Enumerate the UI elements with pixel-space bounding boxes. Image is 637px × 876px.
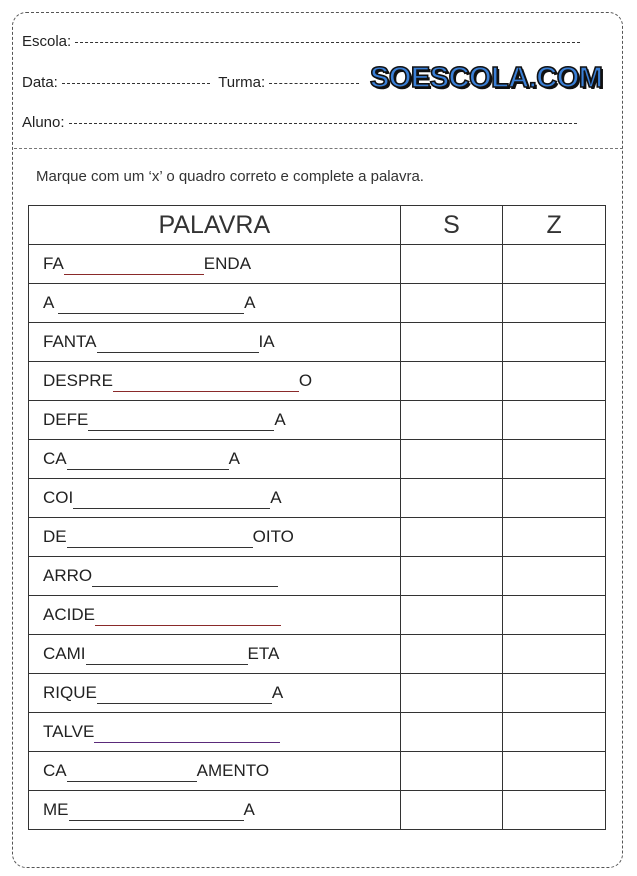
word-cell: [29, 518, 401, 557]
table-row: [29, 284, 606, 323]
table-header-row: [29, 206, 606, 245]
word-blank[interactable]: [94, 722, 280, 743]
table-row: [29, 596, 606, 635]
z-checkbox-cell[interactable]: [503, 245, 606, 284]
word-blank[interactable]: [64, 254, 204, 275]
word-cell: [29, 440, 401, 479]
word-prefix: ME: [43, 799, 69, 819]
word-blank[interactable]: [97, 332, 259, 353]
z-checkbox-cell[interactable]: [503, 752, 606, 791]
word-cell: [29, 752, 401, 791]
z-checkbox-cell[interactable]: [503, 635, 606, 674]
word-blank[interactable]: [67, 449, 229, 470]
aluno-row: [22, 114, 577, 131]
word-prefix: CA: [43, 760, 67, 780]
s-checkbox-cell[interactable]: [400, 245, 503, 284]
word-suffix: A: [243, 799, 255, 819]
word-prefix: ARRO: [43, 565, 93, 585]
turma-label: Turma:: [218, 74, 266, 91]
header-s: S: [400, 206, 503, 245]
word-cell: [29, 674, 401, 713]
word-cell: [29, 713, 401, 752]
word-blank[interactable]: [92, 566, 278, 587]
word-prefix: DESPRE: [43, 370, 113, 390]
escola-row: [22, 33, 580, 50]
s-checkbox-cell[interactable]: [400, 713, 503, 752]
s-checkbox-cell[interactable]: [400, 596, 503, 635]
s-checkbox-cell[interactable]: [400, 440, 503, 479]
soescola-logo: SOESCOLA.COM: [370, 62, 603, 94]
z-checkbox-cell[interactable]: [503, 323, 606, 362]
word-prefix: FANTA: [43, 331, 97, 351]
word-suffix: OITO: [252, 526, 294, 546]
word-blank[interactable]: [86, 644, 248, 665]
word-suffix: A: [228, 448, 240, 468]
table-row: [29, 401, 606, 440]
word-cell: [29, 479, 401, 518]
word-prefix: CA: [43, 448, 67, 468]
word-prefix: COI: [43, 487, 74, 507]
word-suffix: A: [270, 487, 282, 507]
word-suffix: AMENTO: [196, 760, 270, 780]
word-suffix: A: [274, 409, 286, 429]
z-checkbox-cell[interactable]: [503, 713, 606, 752]
word-cell: [29, 596, 401, 635]
word-prefix: A: [43, 292, 59, 312]
word-prefix: DEFE: [43, 409, 89, 429]
word-prefix: DE: [43, 526, 67, 546]
data-row: [22, 74, 359, 91]
header-palavra: PALAVRA: [29, 206, 401, 245]
table-row: [29, 635, 606, 674]
s-checkbox-cell[interactable]: [400, 323, 503, 362]
word-cell: [29, 362, 401, 401]
s-checkbox-cell[interactable]: [400, 635, 503, 674]
table-row: [29, 440, 606, 479]
table-row: [29, 557, 606, 596]
s-checkbox-cell[interactable]: [400, 284, 503, 323]
z-checkbox-cell[interactable]: [503, 284, 606, 323]
table-row: [29, 518, 606, 557]
word-blank[interactable]: [113, 371, 299, 392]
word-cell: [29, 245, 401, 284]
word-blank[interactable]: [97, 683, 272, 704]
word-blank[interactable]: [95, 605, 281, 626]
word-blank[interactable]: [67, 527, 253, 548]
word-prefix: RIQUE: [43, 682, 97, 702]
word-prefix: ACIDE: [43, 604, 95, 624]
word-cell: [29, 557, 401, 596]
word-prefix: CAMI: [43, 643, 86, 663]
s-checkbox-cell[interactable]: [400, 362, 503, 401]
table-row: [29, 362, 606, 401]
word-suffix: O: [298, 370, 313, 390]
word-suffix: IA: [258, 331, 275, 351]
word-blank[interactable]: [88, 410, 274, 431]
word-cell: [29, 323, 401, 362]
word-cell: [29, 791, 401, 830]
s-checkbox-cell[interactable]: [400, 479, 503, 518]
z-checkbox-cell[interactable]: [503, 557, 606, 596]
word-cell: [29, 635, 401, 674]
data-label: Data:: [22, 74, 58, 91]
data-field[interactable]: [62, 83, 210, 84]
word-blank[interactable]: [73, 488, 270, 509]
s-checkbox-cell[interactable]: [400, 674, 503, 713]
turma-field[interactable]: [269, 83, 359, 84]
z-checkbox-cell[interactable]: [503, 362, 606, 401]
z-checkbox-cell[interactable]: [503, 596, 606, 635]
z-checkbox-cell[interactable]: [503, 518, 606, 557]
word-suffix: A: [271, 682, 284, 702]
exercise-table: [28, 205, 606, 830]
aluno-label: Aluno:: [22, 114, 65, 131]
z-checkbox-cell[interactable]: [503, 791, 606, 830]
z-checkbox-cell[interactable]: [503, 674, 606, 713]
table-row: [29, 674, 606, 713]
word-cell: [29, 401, 401, 440]
s-checkbox-cell[interactable]: [400, 518, 503, 557]
s-checkbox-cell[interactable]: [400, 557, 503, 596]
table-row: [29, 479, 606, 518]
word-suffix: ENDA: [203, 253, 252, 273]
z-checkbox-cell[interactable]: [503, 479, 606, 518]
z-checkbox-cell[interactable]: [503, 440, 606, 479]
table-row: [29, 713, 606, 752]
word-suffix: A: [244, 292, 256, 312]
instruction-text: Marque com um ‘x’ o quadro correto e complete a palavra.: [36, 168, 424, 185]
word-blank[interactable]: [69, 800, 244, 821]
z-checkbox-cell[interactable]: [503, 401, 606, 440]
escola-label: Escola:: [22, 33, 72, 50]
header-z: Z: [503, 206, 606, 245]
table-row: [29, 245, 606, 284]
header-divider: [14, 148, 623, 149]
table-row: [29, 791, 606, 830]
word-blank[interactable]: [67, 761, 197, 782]
word-cell: [29, 284, 401, 323]
escola-field[interactable]: [75, 42, 580, 43]
s-checkbox-cell[interactable]: [400, 401, 503, 440]
s-checkbox-cell[interactable]: [400, 791, 503, 830]
table-row: [29, 323, 606, 362]
aluno-field[interactable]: [69, 123, 577, 124]
table-row: [29, 752, 606, 791]
word-blank[interactable]: [58, 293, 244, 314]
word-prefix: TALVE: [43, 721, 95, 741]
word-prefix: FA: [43, 253, 64, 273]
s-checkbox-cell[interactable]: [400, 752, 503, 791]
word-suffix: ETA: [247, 643, 280, 663]
